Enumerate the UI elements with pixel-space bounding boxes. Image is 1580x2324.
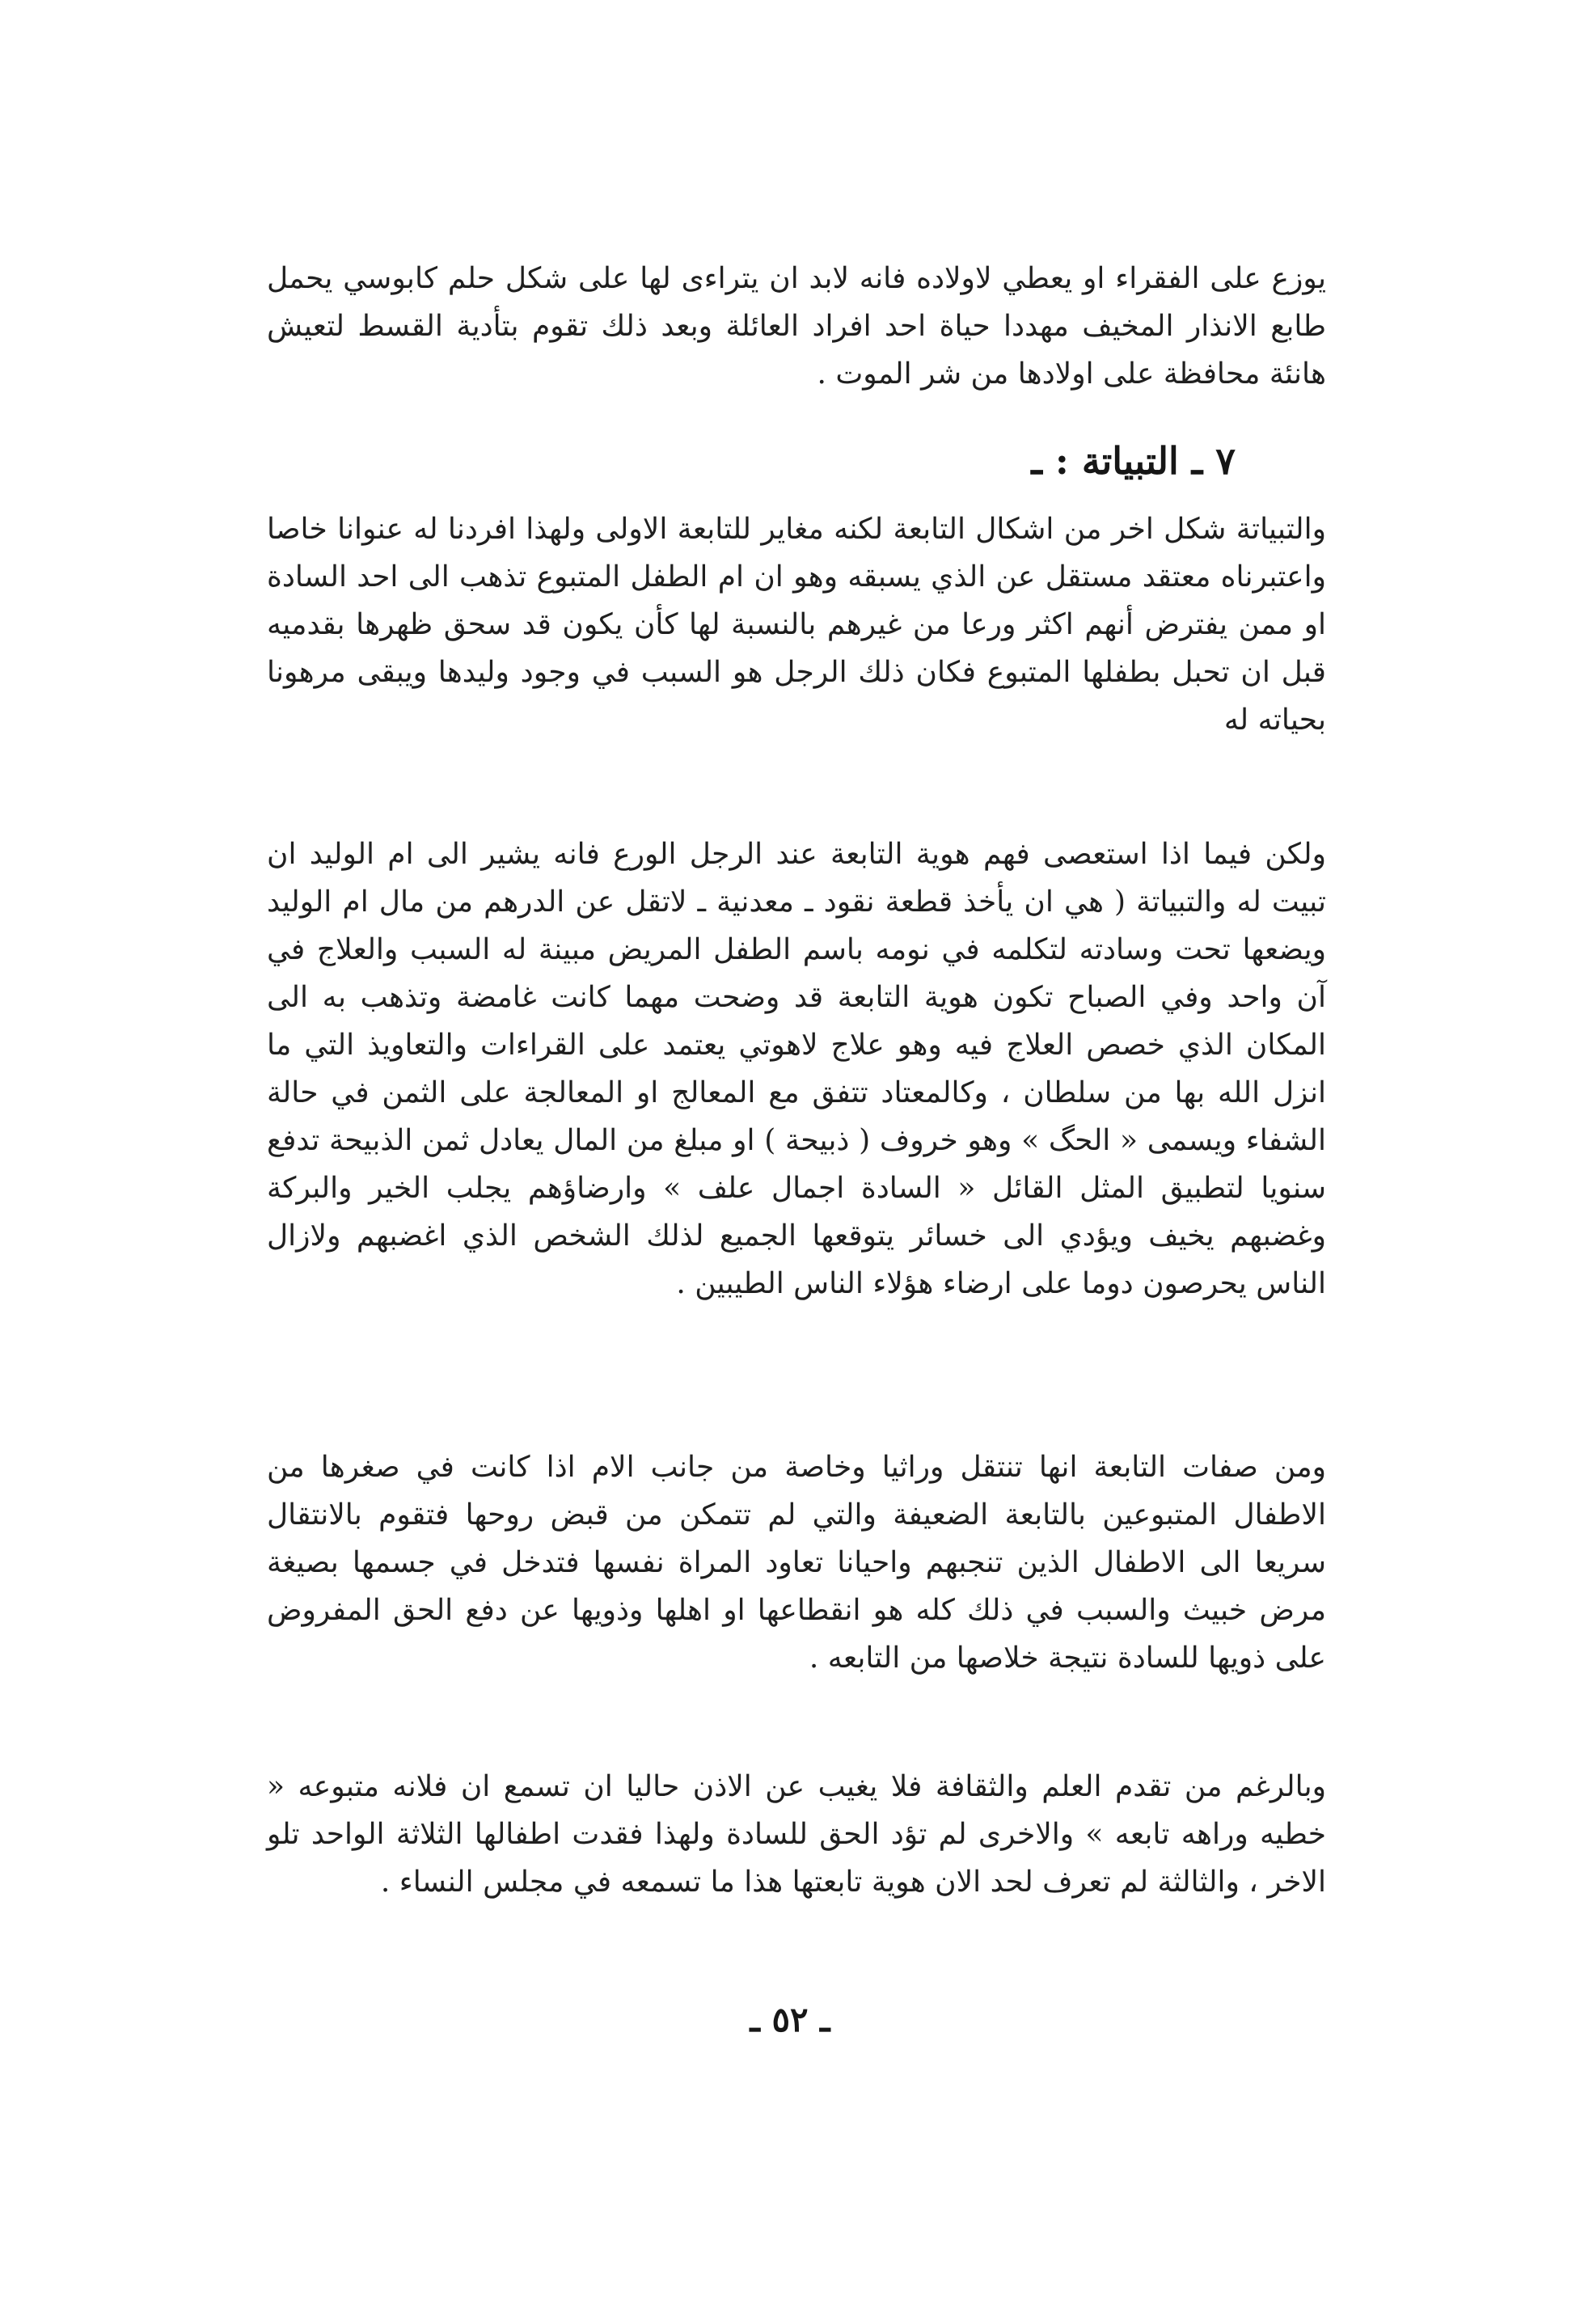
paragraph-1: يوزع على الفقراء او يعطي لاولاده فانه لابد ان يتراءى لها على شكل حلم كابوسي يحمل طابع الانذار المخيف مهددا حياة احد افراد العائلة وبعد ذلك تقوم بتأدية القسط لتعيش هانئة محافظة على اولادها من شر الموت . bbox=[267, 262, 1326, 391]
paragraph-2: والتبياتة شكل اخر من اشكال التابعة لكنه مغاير للتابعة الاولى ولهذا افردنا له عنوانا خاصا واعتبرناه معتقد مستقل عن الذي يسبقه وهو ان ام الطفل المتبوع تذهب الى احد السادة او ممن يفترض أنهم اكثر ورعا من غيرهم بالنسبة لها كأن يكون قد سحق ظهرها بقدميه قبل ان تحبل بطفلها المتبوع فكان ذلك الرجل هو السبب في وجود وليدها ويبقى مرهونا بحياته له bbox=[267, 513, 1327, 737]
paragraph-3: ولكن فيما اذا استعصى فهم هوية التابعة عند الرجل الورع فانه يشير الى ام الوليد ان تبيت له والتبياتة ( هي ان يأخذ قطعة نقود ـ معدنية ـ لاتقل عن الدرهم من مال ام الوليد ويضعها تحت وسادته لتكلمه في نومه باسم الطفل المريض مبينة له السبب والعلاج في آن واحد وفي الصباح تكون هوية التابعة قد وضحت مهما كانت غامضة وتذهب به الى المكان الذي خصص العلاج فيه وهو علاج لاهوتي يعتمد على القراءات والتعاويذ التي ما انزل الله بها من سلطان ، وكالمعتاد تتفق مع المعالج او المعالجة على الثمن في حالة الشفاء ويسمى « الحگ » وهو خروف ( ذبيحة ) او مبلغ من المال يعادل ثمن الذبيحة تدفع سنويا لتطبيق المثل القائل « السادة اجمال علف » وارضاؤهم يجلب الخير والبركة وغضبهم يخيف ويؤدي الى خسائر يتوقعها الجميع لذلك الشخص الذي اغضبهم ولازال الناس يحرصون دوما على ارضاء هؤلاء الناس الطيبين . bbox=[267, 838, 1326, 1300]
paragraph-4: ومن صفات التابعة انها تنتقل وراثيا وخاصة من جانب الام اذا كانت في صغرها من الاطفال المتبوعين بالتابعة الضعيفة والتي لم تتمكن من قبض روحها فتقوم بالانتقال سريعا الى الاطفال الذين تنجبهم واحيانا تعاود المراة نفسها فتدخل في جسمها بصيغة مرض خبيث والسبب في ذلك كله هو انقطاعها او اهلها وذويها عن دفع الحق المفروض على ذويها للسادة نتيجة خلاصها من التابعه . bbox=[267, 1451, 1326, 1675]
section-heading: ٧ ـ التبياتة : ـ bbox=[1031, 439, 1236, 483]
page-number: ـ ٥٢ ـ bbox=[750, 2000, 830, 2039]
paragraph-5: وبالرغم من تقدم العلم والثقافة فلا يغيب عن الاذن حاليا ان تسمع ان فلانه متبوعه « خطيه وراهه تابعه » والاخرى لم تؤد الحق للسادة ولهذا فقدت اطفالها الثلاثة الواحد تلو الاخر ، والثالثة لم تعرف لحد الان هوية تابعتها هذا ما تسمعه في مجلس النساء . bbox=[267, 1770, 1326, 1899]
